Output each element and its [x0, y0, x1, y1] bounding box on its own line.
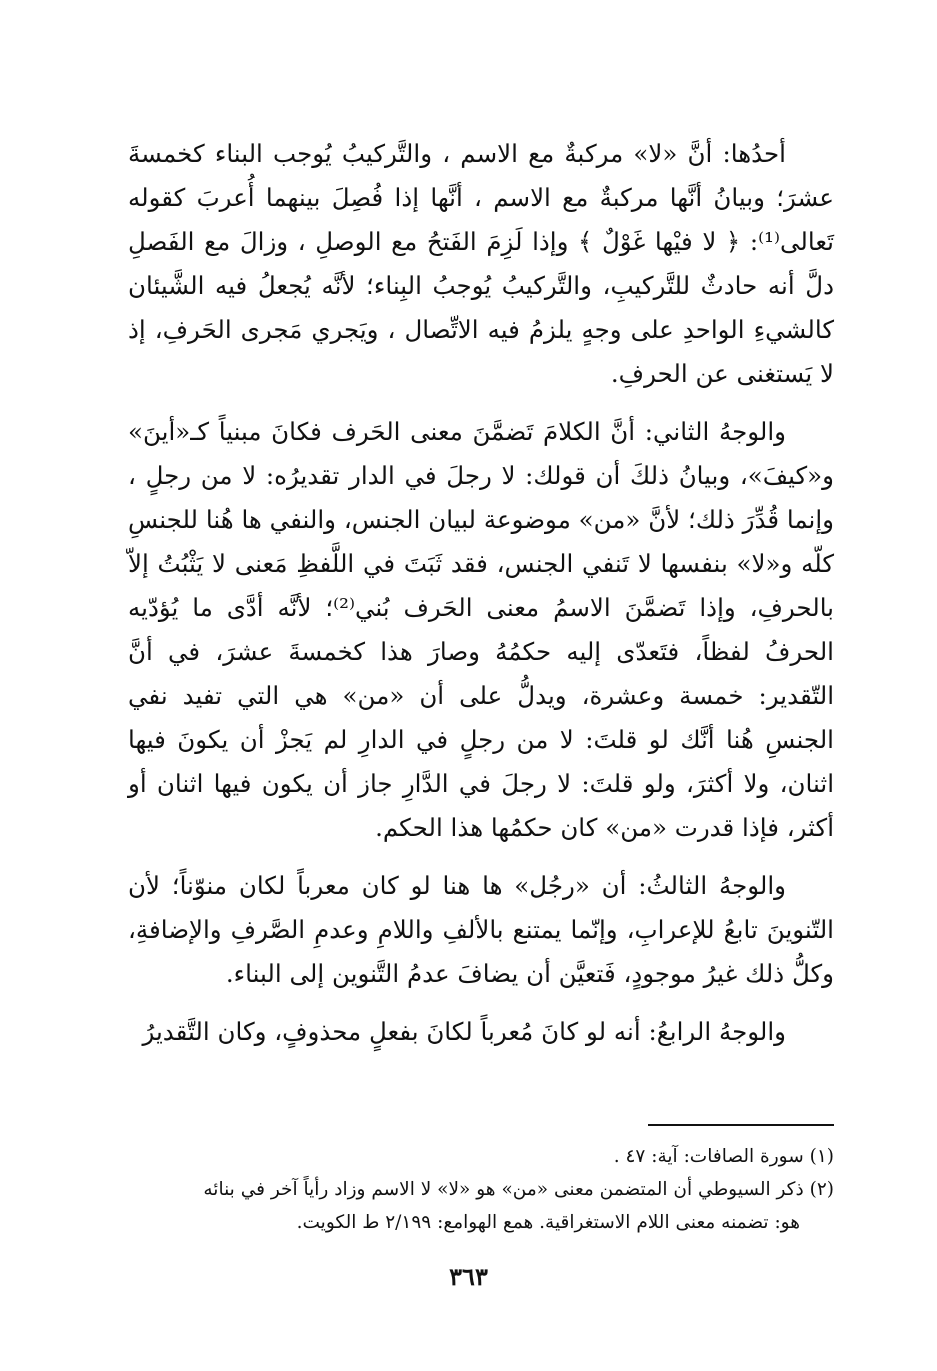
paragraph-4: والوجهُ الرابعُ: أنه لو كانَ مُعرباً لكانَ بفعلٍ محذوفٍ، وكان التَّقديرُ — [142, 1017, 786, 1046]
footnote-2 — [128, 1173, 834, 1239]
footnote-divider — [648, 1124, 834, 1126]
main-text — [128, 132, 834, 1068]
paragraph-3: والوجهُ الثالثُ: أن «رجُل» ها هنا لو كان معرباً لكان منوّناً؛ لأن التّنوينَ تابعُ للإعرابِ، وإنّما يمتنع بالألفِ واللامِ وعدمِ الصَّرفِ والإضافةِ، وكلُّ ذلك غيرُ موجودٍ، فَتعيَّن أن يضافَ عدمُ التَّنوين إلى البناء. — [128, 871, 834, 988]
footnotes — [128, 1140, 834, 1239]
paragraph-1: أحدُها: أنَّ «لا» مركبةٌ مع الاسم ، والتَّركيبُ يُوجب البناء كخمسةَ عشرَ؛ وبيانُ أنَّها مركبةٌ مع الاسم ، أنَّها إذا فُصِلَ بينهما أُعربَ كقوله تَعالى⁽¹⁾: ﴿ لا فيْها غَوْلٌ ﴾ وإذا لَزِمَ الفَتحُ مع الوصلِ ، وزالَ مع الفَصلِ دلَّ أنه حادثٌ للتَّركيبِ، والتَّركيبُ يُوجبُ البِناء؛ لأنَّه يُجعلُ فيه الشَّيئان كالشيءِ الواحدِ على وجهٍ يلزمُ فيه الاتِّصال ، ويَجري مَجرى الحَرفِ، إذ لا يَستغنى عن الحرفِ. — [128, 139, 834, 388]
footnote-marker: (٢) — [809, 1179, 834, 1200]
paragraph-2: والوجهُ الثاني: أنَّ الكلامَ تَضمَّنَ معنى الحَرف فكانَ مبنياً كـ«أينَ» و«كيفَ»، وبيانُ ذلكَ أن قولك: لا رجلَ في الدار تقديرُه: لا من رجلٍ ، وإنما قُدِّرَ ذلك؛ لأنَّ «من» موضوعة لبيان الجنس، والنفي ها هُنا للجنسِ كلّه و«لا» بنفسها لا تَنفي الجنس، فقد ثَبَتَ في اللَّفظِ مَعنى لا يَثْبُتُ إلاّ بالحرفِ، وإذا تَضمَّنَ الاسمُ معنى الحَرف بُني⁽²⁾؛ لأنَّه أدَّى ما يُؤدّيه الحرفُ لفظاً، فتَعدّى إليه حكمُهُ وصارَ هذا كخمسةَ عشرَ، في أنَّ التّقدير: خمسة وعشرة، ويدلُّ على أن «من» هي التي تفيد نفي الجنسِ هُنا أنَّك لو قلتَ: لا من رجلٍ في الدارِ لم يَجزْ أن يكونَ فيها اثنان، ولا أكثرَ، ولو قلتَ: لا رجلَ في الدَّارِ جاز أن يكون فيها اثنان أو أكثر، فإذا قدرت «من» كان حكمُها هذا الحكم. — [128, 417, 834, 842]
footnote-continuation: هو: تضمنه معنى اللام الاستغراقية. همع الهوامع: ٢/١٩٩ ط الكويت. — [296, 1212, 800, 1233]
footnote-text: سورة الصافات: آية: ٤٧ . — [613, 1146, 804, 1167]
footnote-marker: (١) — [809, 1146, 834, 1167]
footnote-text: ذكر السيوطي أن المتضمن معنى «من» هو «لا» لا الاسم وزاد رأياً آخر في بنائه — [203, 1179, 804, 1200]
page-number: ٣٦٣ — [449, 1262, 488, 1291]
footnote-1 — [128, 1140, 834, 1173]
